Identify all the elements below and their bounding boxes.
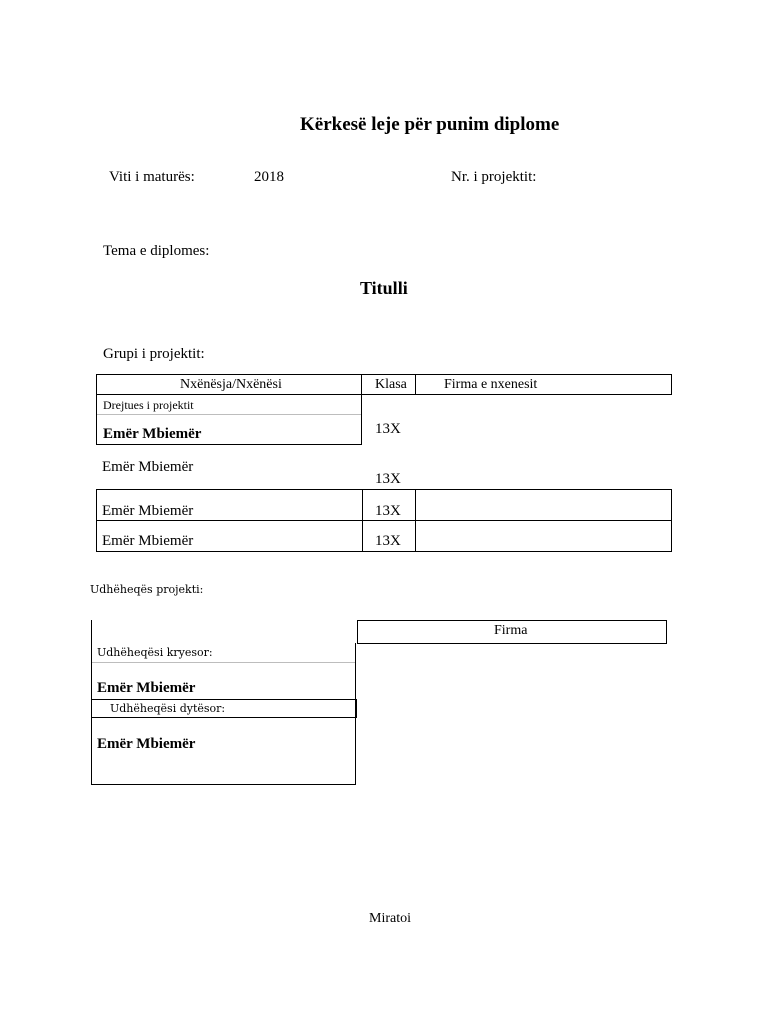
tema-label: Tema e diplomes: — [103, 243, 210, 259]
student-class-1: 13X — [375, 421, 401, 437]
thesis-title: Titulli — [360, 278, 408, 298]
firma-header: Firma — [494, 623, 528, 638]
header-firma: Firma e nxenesit — [444, 377, 538, 392]
student-name-1: Emër Mbiemër — [103, 426, 202, 442]
student-class-3: 13X — [375, 503, 401, 519]
header-student: Nxënësja/Nxënësi — [180, 377, 282, 392]
dytesor-name: Emër Mbiemër — [97, 736, 196, 752]
dytesor-label: Udhëheqësi dytësor: — [110, 702, 226, 715]
leader-label: Drejtues i projektit — [103, 398, 194, 412]
student-name-3: Emër Mbiemër — [102, 503, 194, 519]
student-class-2: 13X — [375, 471, 401, 487]
kryesor-label: Udhëheqësi kryesor: — [97, 646, 213, 659]
student-name-4: Emër Mbiemër — [102, 533, 194, 549]
grupi-label: Grupi i projektit: — [103, 346, 205, 362]
student-class-4: 13X — [375, 533, 401, 549]
viti-value: 2018 — [254, 169, 284, 185]
header-klasa: Klasa — [375, 377, 407, 392]
student-name-2: Emër Mbiemër — [102, 459, 194, 475]
udheheqes-label: Udhëheqës projekti: — [90, 583, 204, 596]
document-title: Kërkesë leje për punim diplome — [300, 114, 560, 135]
viti-label: Viti i maturës: — [109, 169, 195, 185]
kryesor-name: Emër Mbiemër — [97, 680, 196, 696]
miratoi-label: Miratoi — [369, 911, 411, 926]
nr-label: Nr. i projektit: — [451, 169, 537, 185]
